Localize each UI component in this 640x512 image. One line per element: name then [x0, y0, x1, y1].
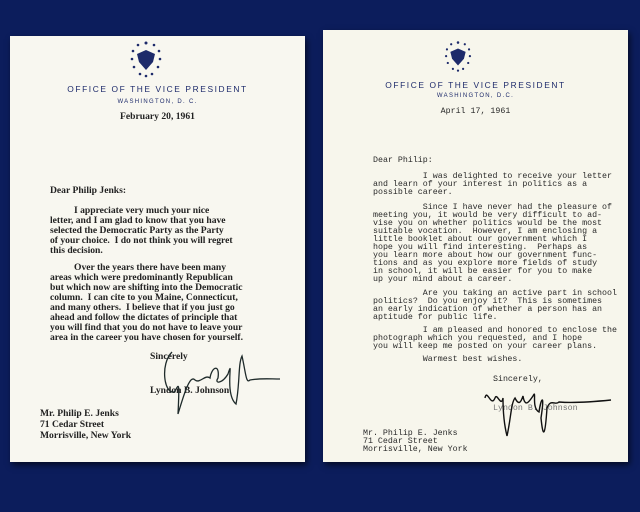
- paragraph: Since I have never had the pleasure of meeting you, it would be very difficult to ad- vise you on whether politics would be the most suitable vocation. However, I am enclosing a little booklet about our government which I hope you will find interesting. Perhaps as you learn more about how our government func- tions and as you explore more fields of study in school, it will be easier for you to make up your mind about a career.: [373, 203, 612, 284]
- address-line: Mr. Philip E. Jenks: [363, 429, 458, 438]
- salutation: Dear Philip Jenks:: [50, 185, 127, 196]
- letter-date: April 17, 1961: [440, 107, 511, 116]
- paragraph: Over the years there have been many areas which were predominantly Republican but which now are shifting into the Democratic column. I can cite to you Maine, Connecticut, and many others. I believe that if you just go ahead and follow the dictates of principle that you will find that you do not have to leave your area in the career you have chosen for yourself.: [50, 262, 244, 343]
- address-line: 71 Cedar Street: [40, 419, 105, 430]
- vice-president-seal-icon: [441, 40, 475, 74]
- paragraph: I appreciate very much your nice letter, and I am glad to know that you have selected the Democratic Party as the Party of your choice. I do not think you will regret this decision.: [50, 205, 233, 256]
- letterhead-office: OFFICE OF THE VICE PRESIDENT: [385, 80, 566, 90]
- letterhead-office: OFFICE OF THE VICE PRESIDENT: [67, 84, 248, 94]
- signer-name: Lyndon B. Johnson: [150, 385, 230, 396]
- vice-president-seal-icon: [126, 40, 166, 80]
- paragraph: I am pleased and honored to enclose the photograph which you requested, and I hope you will keep me posted on your career plans.: [373, 326, 617, 351]
- address-line: Morrisville, New York: [40, 430, 132, 441]
- signature-icon: [150, 344, 285, 424]
- letter-february: [10, 36, 305, 462]
- address-line: Mr. Philip E. Jenks: [40, 408, 119, 419]
- closing: Sincerely: [150, 351, 188, 362]
- signer-name: Lyndon B. Johnson: [493, 404, 578, 413]
- letterhead-location: WASHINGTON, D.C.: [436, 93, 515, 99]
- letterhead-location: WASHINGTON, D. C.: [117, 99, 198, 105]
- salutation: Dear Philip:: [373, 156, 433, 165]
- letter-date: February 20, 1961: [120, 111, 195, 122]
- signature-icon: [481, 375, 616, 448]
- paragraph: Warmest best wishes.: [373, 355, 523, 364]
- paragraph: Are you taking an active part in school politics? Do you enjoy it? This is sometimes an early indication of whether a person has an aptitude for public life.: [373, 289, 617, 322]
- closing: Sincerely,: [493, 375, 543, 384]
- letter-april: [323, 30, 628, 462]
- address-line: Morrisville, New York: [363, 445, 468, 454]
- address-line: 71 Cedar Street: [363, 437, 438, 446]
- paragraph: I was delighted to receive your letter and learn of your interest in politics as a possible career.: [373, 172, 612, 197]
